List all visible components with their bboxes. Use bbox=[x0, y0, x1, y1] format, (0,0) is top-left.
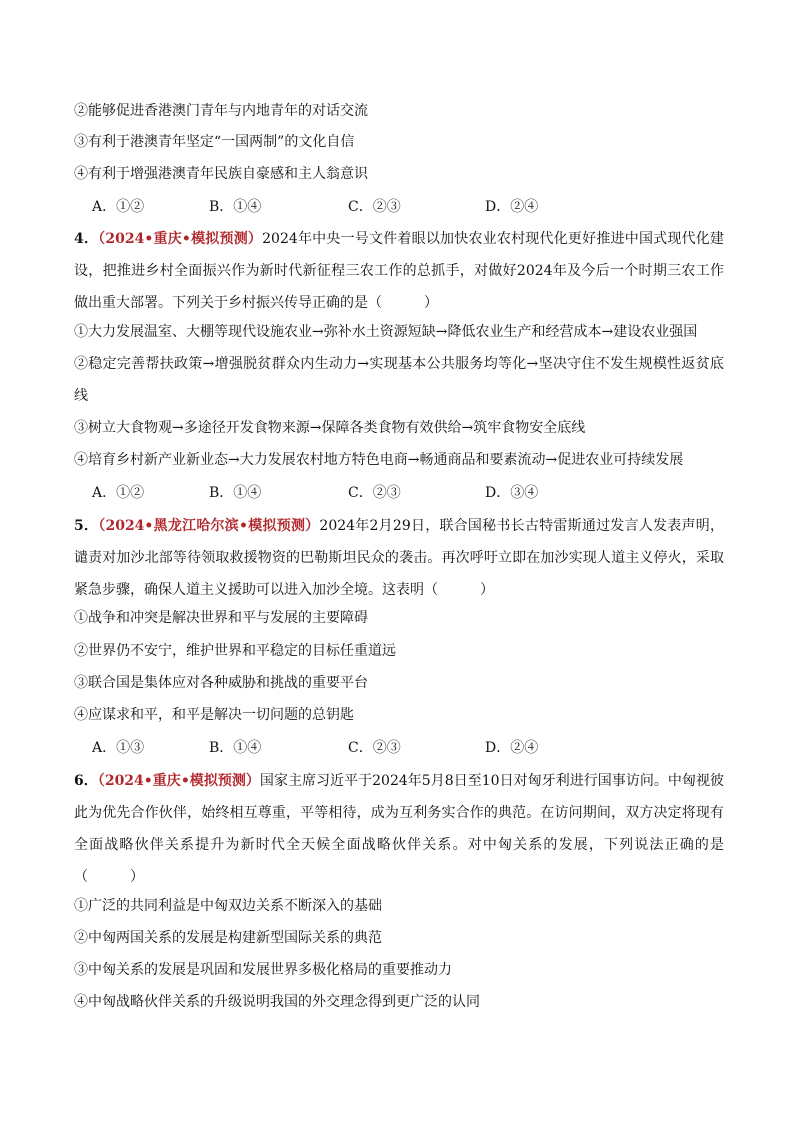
choice-d: D．②④ bbox=[485, 199, 539, 215]
option-line: ③联合国是集体应对各种威胁和挑战的重要平台 bbox=[74, 675, 368, 691]
option-line: ④培育乡村新产业新业态→大力发展农村地方特色电商→畅通商品和要素流动→促进农业可持续发展 bbox=[74, 452, 684, 468]
option-line: ③树立大食物观→多途径开发食物来源→保障各类食物有效供给→筑牢食物安全底线 bbox=[74, 420, 586, 436]
question-4-stem bbox=[74, 223, 724, 319]
question-source: （2024•重庆•模拟预测） bbox=[97, 773, 260, 789]
option-line: ②能够促进香港澳门青年与内地青年的对话交流 bbox=[74, 103, 368, 119]
choice-c: C．②③ bbox=[348, 740, 401, 756]
choice-a: A．①② bbox=[92, 199, 145, 215]
choice-b: B．①④ bbox=[209, 485, 262, 501]
option-line: ④有利于增强港澳青年民族自豪感和主人翁意识 bbox=[74, 166, 368, 182]
choice-b: B．①④ bbox=[209, 199, 262, 215]
option-line: ③有利于港澳青年坚定“一国两制”的文化自信 bbox=[74, 134, 355, 150]
option-line: ②稳定完善帮扶政策→增强脱贫群众内生动力→实现基本公共服务均等化→坚决守住不发生规模性返贫底线 bbox=[74, 356, 724, 404]
question-5-stem bbox=[74, 510, 724, 606]
question-source: （2024•重庆•模拟预测） bbox=[98, 231, 263, 247]
question-number: 4． bbox=[74, 231, 99, 247]
choice-d: D．③④ bbox=[485, 485, 539, 501]
choice-b: B．①④ bbox=[209, 740, 262, 756]
question-6-stem bbox=[74, 765, 724, 893]
question-text: 国家主席习近平于2024年5月8日至10日对匈牙利进行国事访问。中匈视彼此为优先合作伙伴，始终相互尊重，平等相待，成为互利务实合作的典范。在访问期间，双方决定将现有全面战略伙伴关系提升为新时代全天候全面战略伙伴关系。对中匈关系的发展，下列说法正确的是（ ） bbox=[74, 773, 724, 885]
option-line: ④中匈战略伙伴关系的升级说明我国的外交理念得到更广泛的认同 bbox=[74, 994, 480, 1010]
choice-d: D．②④ bbox=[485, 740, 539, 756]
option-line: ①广泛的共同利益是中匈双边关系不断深入的基础 bbox=[74, 898, 382, 914]
choice-a: A．①③ bbox=[92, 740, 145, 756]
question-number: 6． bbox=[74, 773, 98, 789]
choice-c: C．②③ bbox=[348, 199, 401, 215]
question-number: 5． bbox=[74, 518, 99, 534]
option-line: ③中匈关系的发展是巩固和发展世界多极化格局的重要推动力 bbox=[74, 962, 452, 978]
option-line: ②世界仍不安宁，维护世界和平稳定的目标任重道远 bbox=[74, 643, 396, 659]
choice-c: C．②③ bbox=[348, 485, 401, 501]
option-line: ①大力发展温室、大棚等现代设施农业→弥补水土资源短缺→降低农业生产和经营成本→建设农业强国 bbox=[74, 324, 698, 340]
question-source: （2024•黑龙江哈尔滨•模拟预测） bbox=[98, 518, 320, 534]
question-text: 2024年2月29日，联合国秘书长古特雷斯通过发言人发表声明，谴责对加沙北部等待领取救援物资的巴勒斯坦民众的袭击。再次呼吁立即在加沙实现人道主义停火，采取紧急步骤，确保人道主义援助可以进入加沙全境。这表明（ ） bbox=[74, 518, 724, 598]
option-line: ①战争和冲突是解决世界和平与发展的主要障碍 bbox=[74, 610, 368, 626]
option-line: ④应谋求和平，和平是解决一切问题的总钥匙 bbox=[74, 707, 354, 723]
option-line: ②中匈两国关系的发展是构建新型国际关系的典范 bbox=[74, 930, 382, 946]
choice-a: A．①② bbox=[92, 485, 145, 501]
question-text: 2024年中央一号文件着眼以加快农业农村现代化更好推进中国式现代化建设，把推进乡村全面振兴作为新时代新征程三农工作的总抓手，对做好2024年及今后一个时期三农工作做出重大部署。下列关于乡村振兴传导正确的是（ ） bbox=[74, 231, 724, 311]
